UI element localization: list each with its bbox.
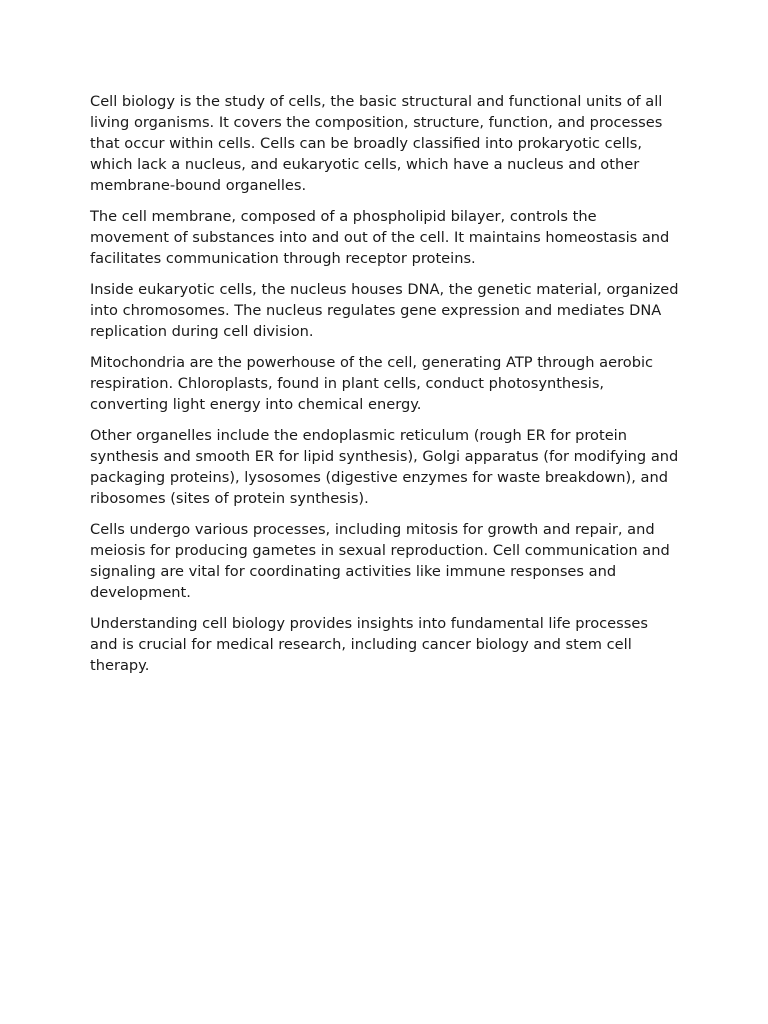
paragraph-cell-processes: Cells undergo various processes, including mitosis for growth and repair, and meiosis for producing gametes in sexual reproduction. Cell communication and signaling are vital for coordinating activities like immune responses and development.: [90, 521, 670, 601]
paragraph-cell-membrane: The cell membrane, composed of a phospholipid bilayer, controls the movement of substances into and out of the cell. It maintains homeostasis and facilitates communication through receptor proteins.: [90, 208, 670, 267]
document-body: [90, 91, 680, 686]
paragraph-other-organelles: Other organelles include the endoplasmic reticulum (rough ER for protein synthesis and smooth ER for lipid synthesis), Golgi apparatus (for modifying and packaging proteins), lysosomes (digestive enzymes for waste breakdown), and ribosomes (sites of protein synthesis).: [90, 427, 679, 507]
paragraph-nucleus: Inside eukaryotic cells, the nucleus houses DNA, the genetic material, organized into chromosomes. The nucleus regulates gene expression and mediates DNA replication during cell division.: [90, 281, 679, 340]
paragraph-mitochondria-chloroplasts: Mitochondria are the powerhouse of the cell, generating ATP through aerobic respiration. Chloroplasts, found in plant cells, conduct photosynthesis, converting light energy into chemical energy.: [90, 354, 654, 413]
paragraph-cell-biology-intro: Cell biology is the study of cells, the basic structural and functional units of all living organisms. It covers the composition, structure, function, and processes that occur within cells. Cells can be broadly classified into prokaryotic cells, which lack a nucleus, and eukaryotic cells, which have a nucleus and other membrane-bound organelles.: [90, 93, 663, 194]
paragraph-conclusion: Understanding cell biology provides insights into fundamental life processes and is crucial for medical research, including cancer biology and stem cell therapy.: [90, 615, 648, 674]
